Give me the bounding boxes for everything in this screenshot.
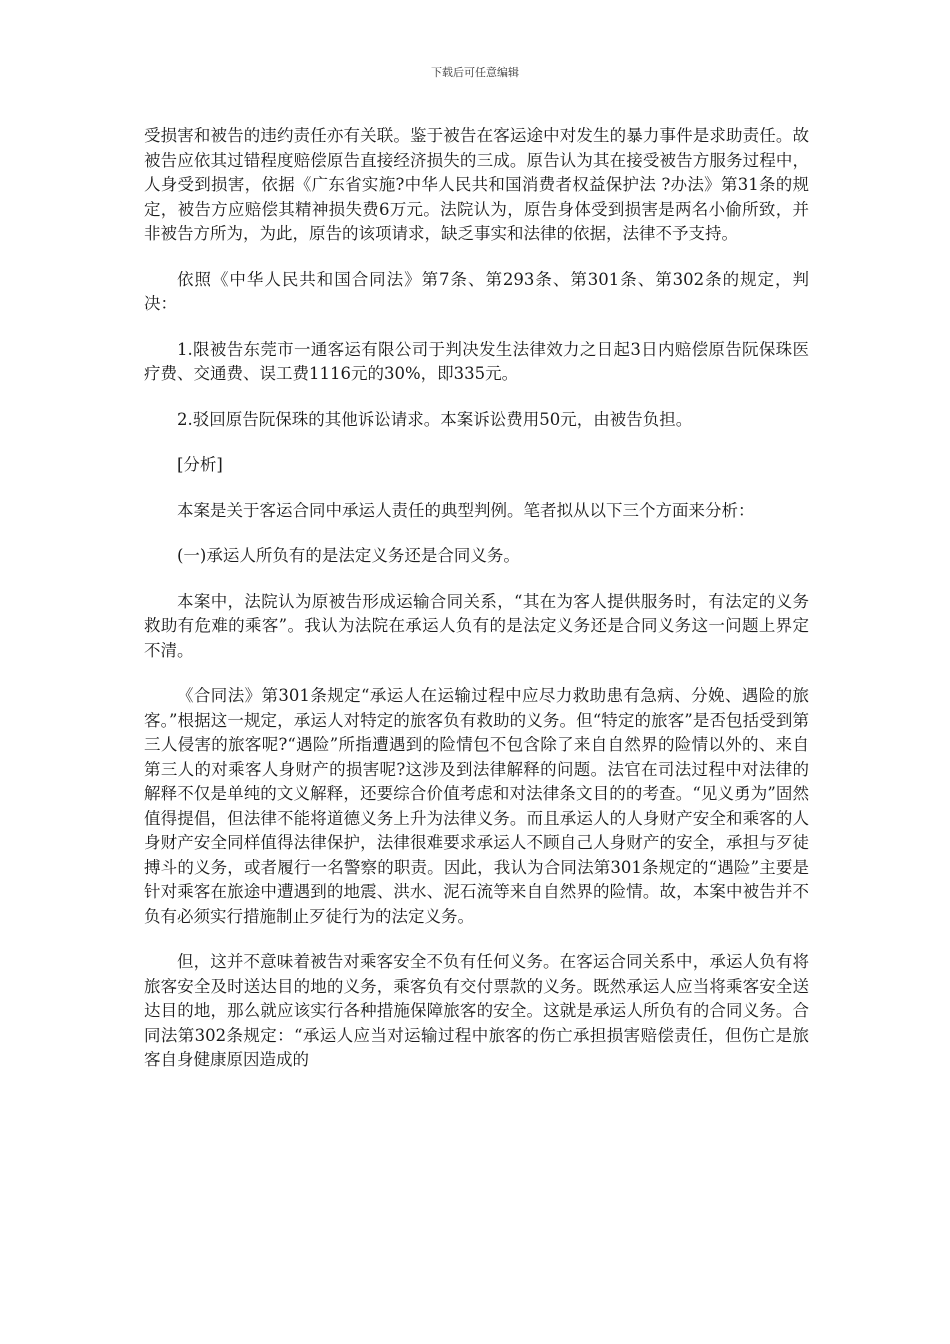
paragraph-analysis-intro: 本案是关于客运合同中承运人责任的典型判例。笔者拟从以下三个方面来分析： [177, 500, 755, 520]
paragraph-contract-duty: 但，这并不意味着被告对乘客安全不负有任何义务。在客运合同关系中，承运人负有将旅客安全及时送达目的地的义务，乘客负有交付票款的义务。既然承运人应当将乘客安全送达目的地，那么就应该实行各种措施保障旅客的安全。这就是承运人所负有的合同义务。合同法第302条规定：“承运人应当对运输过程中旅客的伤亡承担损害赔偿责任，但伤亡是旅客自身健康原因造成的 [144, 952, 809, 1069]
paragraph-continuation: 受损害和被告的违约责任亦有关联。鉴于被告在客运途中对发生的暴力事件是求助责任。故被告应依其过错程度赔偿原告直接经济损失的三成。原告认为其在接受被告方服务过程中，人身受到损害，依据《广东省实施?中华人民共和国消费者权益保护法 ?办法》第31条的规定，被告方应赔偿其精神损失费6万元。法院认为，原告身体受到损害是两名小偷所致，并非被告方所为，为此，原告的该项请求，缺乏事实和法律的依据，法律不予支持。 [144, 126, 809, 243]
subheading-1: (一)承运人所负有的是法定义务还是合同义务。 [177, 546, 520, 565]
paragraph-court-view: 本案中，法院认为原被告形成运输合同关系，“其在为客人提供服务时，有法定的义务救助有危难的乘客”。我认为法院在承运人负有的是法定义务还是合同义务这一问题上界定不清。 [144, 591, 809, 660]
page-header: 下载后可任意编辑 [431, 66, 519, 79]
paragraph-article-301: 《合同法》第301条规定“承运人在运输过程中应尽力救助患有急病、分娩、遇险的旅客。”根据这一规定，承运人对特定的旅客负有救助的义务。但“特定的旅客”是否包括受到第三人侵害的旅客呢?“遇险”所指遭遇到的险情包不包含除了来自自然界的险情以外的、来自第三人的对乘客人身财产的损害呢?这涉及到法律解释的问题。法官在司法过程中对法律的解释不仅是单纯的文义解释，还要综合价值考虑和对法律条文目的的考查。“见义勇为”固然值得提倡，但法律不能将道德义务上升为法律义务。而且承运人的人身财产安全和乘客的人身财产安全同样值得法律保护，法律很难要求承运人不顾自己人身财产的安全，承担与歹徒搏斗的义务，或者履行一名警察的职责。因此，我认为合同法第301条规定的“遇险”主要是针对乘客在旅途中遭遇到的地震、洪水、泥石流等来自自然界的险情。故，本案中被告并不负有必须实行措施制止歹徒行为的法定义务。 [144, 686, 809, 926]
paragraph-judgment-item-2: 2.驳回原告阮保珠的其他诉讼请求。本案诉讼费用50元，由被告负担。 [177, 409, 693, 429]
document-body [144, 124, 809, 1094]
section-heading-analysis: [分析] [177, 455, 223, 474]
paragraph-judgment-basis: 依照《中华人民共和国合同法》第7条、第293条、第301条、第302条的规定，判决： [144, 269, 809, 313]
paragraph-judgment-item-1: 1.限被告东莞市一通客运有限公司于判决发生法律效力之日起3日内赔偿原告阮保珠医疗费、交通费、误工费1116元的30%，即335元。 [144, 339, 809, 383]
